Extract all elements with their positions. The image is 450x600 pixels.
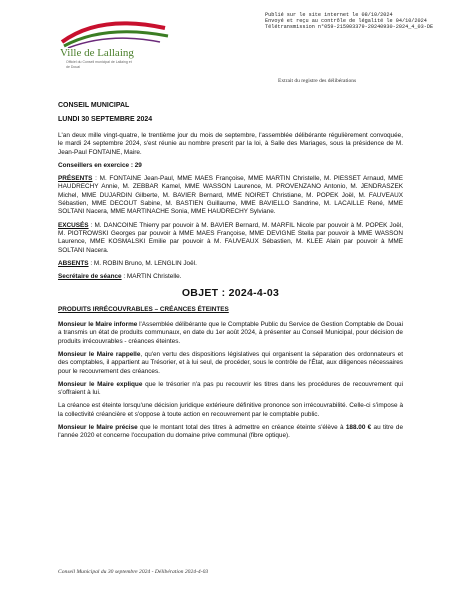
legal-stamp	[265, 12, 445, 30]
deliberation-body	[58, 102, 403, 446]
paragraph-explique	[58, 381, 403, 398]
paragraph-precise-text-a: que le montant total des titres à admettre en créance éteinte s'élève à	[137, 424, 346, 432]
absents-list: : M. ROBIN Bruno, M. LENGLIN Joël.	[88, 259, 197, 267]
presents-paragraph	[58, 175, 403, 216]
page-footer: Conseil Municipal du 30 septembre 2024 - Délibération 2024-4-03	[58, 569, 209, 575]
maire-informe-lead: Monsieur le Maire informe	[58, 321, 138, 329]
excuses-list: : M. DANCOINE Thierry par pouvoir à M. BAVIER Bernard, M. MARFIL Nicole par pouvoir à M. POPEK Joël, M. PIOTROWSKI Georges par pouvoir à MME MAES Françoise, MME DEVIGNE Stella par pouvoir à MME WASSON Laurence, MME KOSMALSKI Emilie par pouvoir à M. FAUVEAUX Sébastien, M. KLEE Alain par pouvoir à MME SOLTANI Nacera.	[58, 221, 403, 254]
paragraph-informe-text: l'Assemblée délibérante que le Comptable Public du Service de Gestion Comptable de Douai a transmis un état de produits communaux, en date du 1er août 2024, à présenter au Conseil Municipal, pour décision de produits irrécouvrables - créances éteintes.	[58, 321, 403, 345]
objet-heading: OBJET : 2024-4-03	[181, 287, 280, 300]
stamp-published: Publié sur le site internet le 08/10/2024	[265, 12, 393, 18]
paragraph-rappelle	[58, 351, 403, 376]
city-logo	[60, 18, 170, 78]
register-extract-label: Extrait du registre des délibérations	[278, 78, 357, 84]
stamp-received: Envoyé et reçu au contrôle de légalité le 04/10/2024	[265, 18, 427, 24]
secretaire-name: : MARTIN Christelle.	[121, 273, 182, 281]
logo-name: Ville de Lallaing	[60, 47, 134, 59]
paragraph-rappelle-text: , qu'en vertu des dispositions législatives qui organisent la séparation des ordonnateurs et des comptables, il appartient au Trésorier, et à lui seul, de procéder, sous le contrôle de l'État, aux diligences nécessaires pour le recouvrement des créances.	[58, 350, 404, 375]
secretaire-label: Secrétaire de séance	[58, 273, 122, 281]
document-date: LUNDI 30 SEPTEMBRE 2024	[58, 115, 153, 123]
stamp-transmission: Télétransmission n°059-215903379-20240930-2024_4_03-DE	[265, 24, 434, 30]
presents-list: : M. FONTAINE Jean-Paul, MME MAES Françoise, MME MARTIN Christelle, M. PIESSET Arnaud, MME HAUDRECHY Annie, M. ZEBBAR Kamel, MME WASSON Laurence, M. PROVENZANO Antonio, M. JENDRASZEK Michel, MME DUJARDIN Gilberte, M. BAVIER Bernard, MME NOIRET Christiane, M. POPEK Joël, M. FAUVEAUX Sébastien, MME DECOUT Sabine, M. BASTIEN Guillaume, MME BAVIELLO Sandrine, M. LACAILLE René, MME SOLTANI Nacera, MME MARTINACHE Sonia, MME HAUDRECHY Sylviane.	[58, 175, 403, 216]
paragraph-explique-text: que le trésorier n'a pas pu recouvrir les titres dans les procédures de recouvrement qui s'offraient à lui.	[58, 380, 404, 397]
absents-label: ABSENTS	[58, 259, 89, 267]
conseillers-count: 29	[134, 161, 142, 169]
document-title: CONSEIL MUNICIPAL	[58, 102, 130, 109]
logo-tagline: Officiel du Conseil municipal de Lallaing et de Douai	[66, 60, 132, 69]
amount-value: 188.00 €	[345, 424, 372, 432]
maire-precise-lead: Monsieur le Maire précise	[58, 424, 138, 432]
maire-rappelle-lead: Monsieur le Maire rappelle	[58, 350, 141, 358]
paragraph-precise-text-b: au titre de l'année 2020 et concerne l'occupation du domaine prive communal (fibre optique).	[58, 424, 404, 440]
paragraph-precise	[58, 424, 403, 441]
excuses-paragraph	[58, 222, 403, 255]
paragraph-creance: La créance est éteinte lorsqu'une décision juridique extérieure définitive prononce son irrécouvrabilité. Celle-ci s'impose à la collectivité créancière et s'oppose à toute action en recouvrement par le comptable public.	[58, 402, 403, 418]
section-title: PRODUITS IRRÉCOUVRABLES – CRÉANCES ÉTEINTES	[58, 305, 229, 313]
absents-paragraph	[58, 260, 403, 268]
excuses-label: EXCUSÉS	[58, 221, 89, 229]
presents-label: PRÉSENTS	[58, 175, 93, 183]
maire-explique-lead: Monsieur le Maire explique	[58, 380, 143, 388]
paragraph-informe	[58, 321, 403, 346]
secretaire-paragraph	[58, 273, 403, 281]
conseillers-label: Conseillers en exercice :	[58, 161, 135, 169]
conseillers-line	[58, 162, 403, 170]
intro-paragraph: L'an deux mille vingt-quatre, le trentième jour du mois de septembre, l'assemblée délibérante régulièrement convoquée, le mardi 24 septembre 2024, s'est réunie au nombre prescrit par la loi, à Salle des Mariages, sous la présidence de M. Jean-Paul FONTAINE, Maire.	[58, 132, 403, 156]
logo-swoosh-icon	[60, 18, 170, 48]
